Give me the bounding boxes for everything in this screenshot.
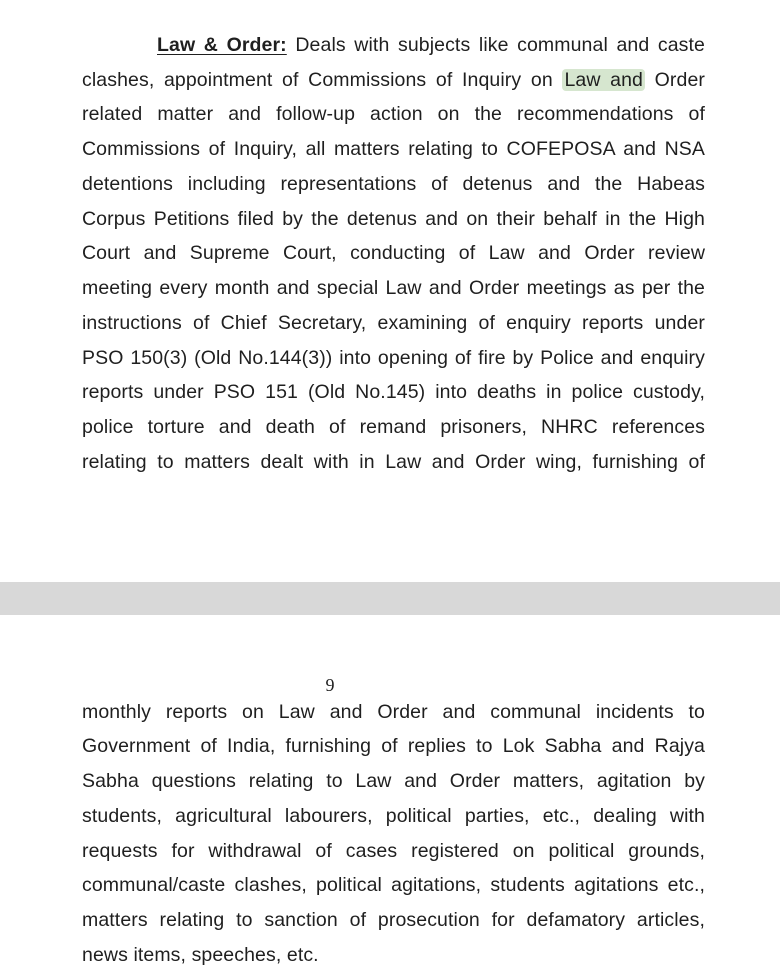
paragraph-line-9: instructions of Chief Secretary, examining of enquiry reports under bbox=[82, 312, 705, 334]
paragraph-line-10: PSO 150(3) (Old No.144(3)) into opening of fire by Police and enquiry bbox=[82, 347, 705, 369]
page-number: 9 bbox=[325, 675, 335, 695]
page-break-divider bbox=[0, 582, 780, 615]
line-2-text-post: Order bbox=[645, 69, 705, 91]
continuation-line-3: Sabha questions relating to Law and Order matters, agitation by bbox=[82, 770, 705, 792]
paragraph-line-11: reports under PSO 151 (Old No.145) into deaths in police custody, bbox=[82, 381, 705, 403]
paragraph-line-5: detentions including representations of detenus and the Habeas bbox=[82, 173, 705, 195]
continuation-line-5: requests for withdrawal of cases registered on political grounds, bbox=[82, 840, 705, 862]
continuation-line-2: Government of India, furnishing of replies to Lok Sabha and Rajya bbox=[82, 735, 705, 757]
search-highlight: Law and bbox=[564, 69, 643, 91]
paragraph-line-2 bbox=[82, 65, 705, 95]
paragraph-line-6: Corpus Petitions filed by the detenus and on their behalf in the High bbox=[82, 208, 705, 230]
continuation-line-4: students, agricultural labourers, political parties, etc., dealing with bbox=[82, 805, 705, 827]
section-heading: Law & Order: bbox=[157, 34, 287, 56]
paragraph-line-3: related matter and follow-up action on the recommendations of bbox=[82, 103, 705, 125]
continuation-line-1: monthly reports on Law and Order and communal incidents to bbox=[82, 701, 705, 723]
paragraph-line-8: meeting every month and special Law and Order meetings as per the bbox=[82, 277, 705, 299]
line-2-text-pre: clashes, appointment of Commissions of Inquiry on bbox=[82, 69, 563, 91]
paragraph-line-1 bbox=[157, 30, 705, 60]
continuation-line-8: news items, speeches, etc. bbox=[82, 944, 319, 966]
paragraph-line-4: Commissions of Inquiry, all matters relating to COFEPOSA and NSA bbox=[82, 138, 705, 160]
paragraph-line-13: relating to matters dealt with in Law and Order wing, furnishing of bbox=[82, 451, 705, 473]
continuation-line-6: communal/caste clashes, political agitations, students agitations etc., bbox=[82, 874, 705, 896]
continuation-line-7: matters relating to sanction of prosecution for defamatory articles, bbox=[82, 909, 705, 931]
line-1-text: Deals with subjects like communal and caste bbox=[286, 34, 705, 56]
paragraph-line-7: Court and Supreme Court, conducting of Law and Order review bbox=[82, 242, 705, 264]
paragraph-line-12: police torture and death of remand prisoners, NHRC references bbox=[82, 416, 705, 438]
